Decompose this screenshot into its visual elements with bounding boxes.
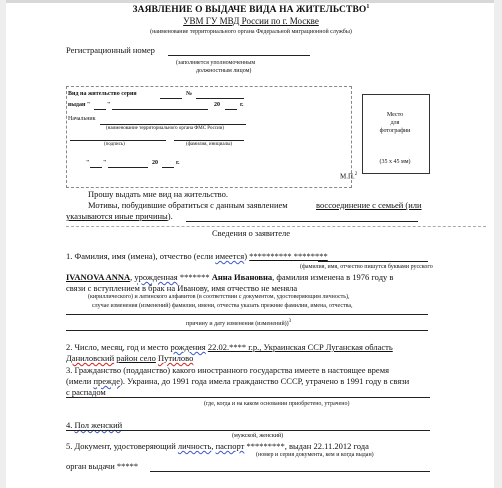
chief-line-3 bbox=[174, 140, 244, 141]
year-prefix: 20 bbox=[214, 102, 220, 108]
date-month-line bbox=[108, 167, 148, 168]
seal-place: М.П.$^2$ bbox=[340, 172, 358, 181]
field-5-line bbox=[150, 471, 430, 472]
field-2-place: Даниловский район село Путилово bbox=[66, 353, 194, 363]
field-3-line-3: с распадом bbox=[66, 387, 106, 397]
number-sign: № bbox=[186, 91, 193, 97]
field-5-org: орган выдачи ***** bbox=[66, 461, 139, 471]
issued-day-line bbox=[94, 109, 106, 110]
photo-size: (35 х 45 мм) bbox=[379, 159, 411, 165]
field-2-label: 2. Число, месяц, год и место рождения 22.02.**** г.р., Украинская ССР Луганская область bbox=[66, 342, 393, 352]
motives-value: воссоединение с семьей (или bbox=[316, 200, 422, 210]
field-1-name-line: IVANOVA ANNA, урожденная ******* Анна Ивановна, фамилия изменена в 1976 году в bbox=[66, 272, 394, 282]
photo-label-1: Место bbox=[386, 112, 404, 118]
surname-hint: (фамилия, инициалы) bbox=[186, 142, 233, 147]
date-year-prefix: 20 bbox=[152, 160, 158, 166]
issued-quote: " bbox=[107, 102, 111, 108]
registration-hint-1: (заполняется уполномоченным bbox=[176, 60, 256, 66]
issued-label: выдан " bbox=[68, 102, 91, 108]
signature-hint: (подпись) bbox=[104, 142, 125, 147]
motives-line-2: указываются иные причины). bbox=[66, 211, 173, 221]
date-day-line bbox=[90, 167, 102, 168]
section-title: Сведения о заявителе bbox=[211, 228, 290, 238]
registration-line bbox=[168, 55, 310, 56]
motives-fill-line bbox=[186, 221, 418, 222]
date-quote-close: " bbox=[103, 160, 107, 166]
field-3-line-2: (имели прежде). Украина, до 1991 года имела гражданство СССР, утрачено в 1991 году в связи bbox=[66, 376, 410, 386]
chief-label: Начальник bbox=[68, 116, 96, 122]
registration-label: Регистрационный номер bbox=[66, 45, 155, 55]
series-label: Вид на жительство серия bbox=[68, 91, 137, 97]
window-top-edge bbox=[0, 0, 502, 3]
window-right-edge bbox=[494, 0, 502, 488]
field-4-hint: (мужской, женский) bbox=[232, 433, 284, 439]
field-1-line-2 bbox=[66, 314, 428, 315]
chief-line-2 bbox=[70, 140, 166, 141]
field-1-text-2: связи с вступлением в брак на Иванову, имя отчество не меняла bbox=[66, 283, 298, 293]
field-1-hint-3: случае изменения (изменений) фамилии, имени, отчества указать прежние фамилии, имена, отчества, bbox=[92, 303, 353, 309]
field-1-line bbox=[318, 261, 428, 262]
field-3-line bbox=[66, 397, 430, 398]
year-line bbox=[225, 109, 237, 110]
photo-label-2: для bbox=[390, 120, 400, 126]
photo-label-3: фотографии bbox=[379, 128, 411, 134]
field-1-hint: (фамилия, имя, отчество пишутся буквами русского bbox=[300, 264, 433, 270]
request-line: Прошу выдать мне вид на жительство. bbox=[88, 189, 229, 199]
field-5-label: 5. Документ, удостоверяющий личность, паспорт *********, выдан 22.11.2012 года bbox=[66, 441, 369, 451]
field-1-hint-4: причину и дату изменения (изменений))$^3$ bbox=[186, 319, 292, 327]
field-5-hint: (номер и серия документа, кем и когда выдан) bbox=[256, 452, 374, 458]
registration-hint-2: должностным лицом) bbox=[196, 68, 252, 74]
field-3-line-1: 3. Гражданство (подданство) какого иностранного государства имеете в настоящее время bbox=[66, 365, 389, 375]
window-left-edge bbox=[0, 0, 6, 488]
authority-name: УВМ ГУ МВД России по г. Москве bbox=[183, 16, 319, 26]
field-4: 4. Пол женский bbox=[66, 420, 123, 430]
field-1-label: 1. Фамилия, имя (имена), отчество (если имеется) ********** ******** bbox=[66, 251, 328, 261]
date-year-suffix: г. bbox=[176, 160, 180, 166]
chief-line bbox=[100, 124, 246, 125]
document-title: ЗАЯВЛЕНИЕ О ВЫДАЧЕ ВИДА НА ЖИТЕЛЬСТВО$^1$ bbox=[132, 4, 370, 16]
date-year-line bbox=[162, 167, 174, 168]
number-line bbox=[196, 98, 244, 99]
issued-month-line bbox=[112, 109, 208, 110]
series-line bbox=[160, 98, 182, 99]
year-suffix: г. bbox=[240, 102, 244, 108]
field-3-hint: (где, когда и на каком основании приобретено, утрачено) bbox=[204, 401, 350, 407]
field-1-hint-2: (кириллического) и латинского алфавитов (в соответствии с документом, удостоверяющим личность), bbox=[88, 294, 350, 300]
field-1-line-3 bbox=[66, 330, 428, 331]
date-quote-open: " bbox=[86, 160, 90, 166]
field-4-line bbox=[66, 430, 430, 431]
motives-label: Мотивы, побудившие обратиться с данным заявлением bbox=[88, 200, 288, 210]
chief-hint: (наименование территориального органа ФМС России) bbox=[106, 126, 225, 131]
authority-hint: (наименование территориального органа Федеральной миграционной службы) bbox=[150, 29, 352, 35]
section-separator bbox=[66, 226, 486, 227]
